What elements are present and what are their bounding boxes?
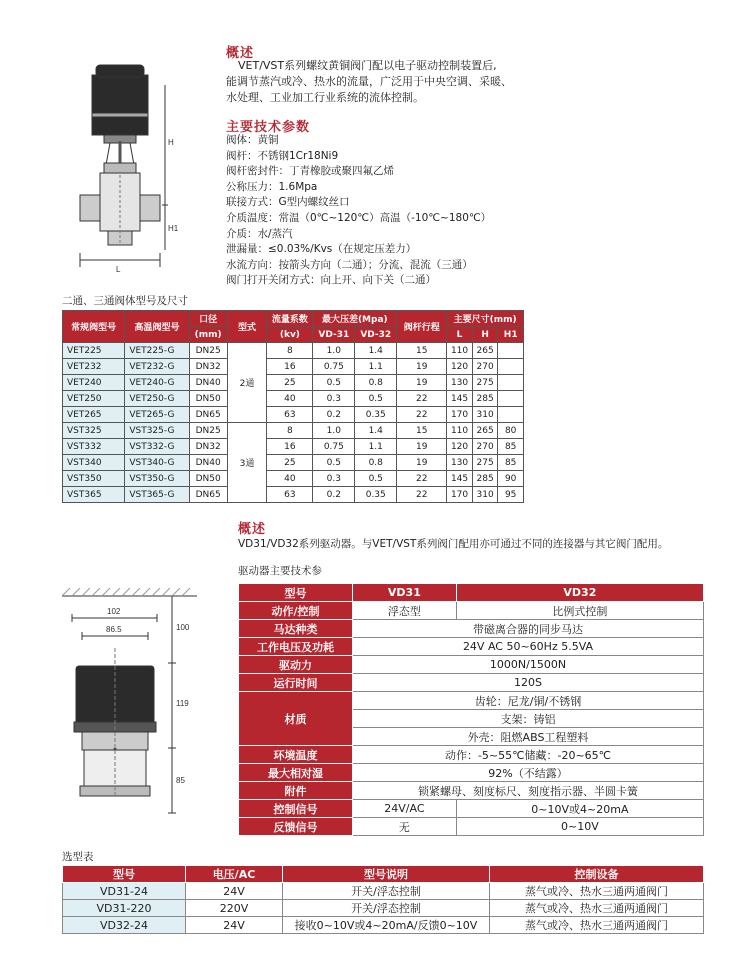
- selection-table-cell: 24V: [186, 883, 283, 900]
- valve-table-cell: 22: [397, 471, 447, 487]
- valve-table-cell: 90: [498, 471, 524, 487]
- valve-table: [62, 310, 524, 503]
- valve-table-cell: 1.1: [355, 439, 397, 455]
- t3-head: 电压/AC: [186, 866, 283, 883]
- col-L: L: [447, 327, 473, 343]
- t2-label: 控制信号: [239, 800, 353, 818]
- valve-table-cell: DN25: [189, 343, 227, 359]
- overview-title: 概述: [226, 46, 255, 61]
- actuator-drawing: [62, 588, 197, 820]
- t2-cell: 外壳：阻燃ABS工程塑料: [353, 728, 704, 746]
- overview-line: 水处理、工业加工行业系统的流体控制。: [226, 91, 424, 104]
- valve-table-cell: VET240-G: [125, 375, 189, 391]
- valve-table-row: [63, 391, 524, 407]
- valve-table-cell: 0.2: [313, 487, 355, 503]
- col-vd31: VD-31: [313, 327, 355, 343]
- valve-table-row: [63, 487, 524, 503]
- col-H1: H1: [498, 327, 524, 343]
- valve-table-cell: 0.8: [355, 375, 397, 391]
- t2-label: 动作/控制: [239, 602, 353, 620]
- selection-table-cell: 蒸气或冷、热水三通两通阀门: [490, 883, 704, 900]
- selection-table-caption: 选型表: [62, 851, 94, 863]
- t2-label: 马达种类: [239, 620, 353, 638]
- valve-table-cell: 0.75: [313, 439, 355, 455]
- valve-table-cell: VET225-G: [125, 343, 189, 359]
- valve-table-cell: 130: [447, 455, 473, 471]
- valve-table-cell: 16: [267, 359, 313, 375]
- t2-cell: 0~10V: [456, 818, 703, 836]
- valve-table-row: [63, 423, 524, 439]
- valve-table-cell: 1.4: [355, 343, 397, 359]
- actuator-overview-text: VD31/VD32系列驱动器。与VET/VST系列阀门配用亦可通过不同的连接器与其它阀门配用。: [238, 538, 669, 550]
- t2-cell: 支架：铸铝: [353, 710, 704, 728]
- selection-table-cell: 开关/浮态控制: [283, 900, 490, 917]
- valve-table-cell: [498, 359, 524, 375]
- valve-table-cell: VET240: [63, 375, 125, 391]
- valve-table-row: [63, 375, 524, 391]
- selection-table-row: [63, 900, 704, 917]
- t2-cell: 动作：-5~55℃储藏：-20~65℃: [353, 746, 704, 764]
- t2-head-model: 型号: [239, 584, 353, 602]
- valve-table-cell: 275: [472, 375, 498, 391]
- t3-head: 控制设备: [490, 866, 704, 883]
- selection-table-cell: 开关/浮态控制: [283, 883, 490, 900]
- valve-table-cell: 270: [472, 359, 498, 375]
- overview-line: 能调节蒸汽或冷、热水的流量，广泛用于中央空调、采暖、: [226, 75, 512, 88]
- col-dn-unit: (mm): [189, 327, 227, 343]
- actuator-spec-subtitle: 驱动器主要技术参: [238, 565, 322, 577]
- valve-table-cell: VST365: [63, 487, 125, 503]
- valve-table-row: [63, 407, 524, 423]
- dim-119: 119: [176, 699, 189, 708]
- t3-head: 型号说明: [283, 866, 490, 883]
- valve-table-cell: DN32: [189, 359, 227, 375]
- valve-table-cell: DN65: [189, 487, 227, 503]
- dim-l-label: L: [116, 265, 121, 274]
- t2-label: 反馈信号: [239, 818, 353, 836]
- valve-table-caption: 二通、三通阀体型号及尺寸: [62, 295, 188, 307]
- valve-table-cell: DN40: [189, 455, 227, 471]
- t2-cell: 带磁离合器的同步马达: [353, 620, 704, 638]
- valve-table-cell: DN50: [189, 391, 227, 407]
- valve-table-cell: 8: [267, 423, 313, 439]
- valve-table-cell: 0.3: [313, 391, 355, 407]
- spec-item: 阀体：黄铜: [226, 134, 279, 146]
- t2-label: 工作电压及功耗: [239, 638, 353, 656]
- valve-table-cell: DN25: [189, 423, 227, 439]
- valve-table-cell: 130: [447, 375, 473, 391]
- valve-table-cell: 25: [267, 375, 313, 391]
- valve-table-cell: 120: [447, 439, 473, 455]
- t2-label: 附件: [239, 782, 353, 800]
- spec-item: 介质：水/蒸汽: [226, 227, 293, 240]
- valve-table-cell: 22: [397, 407, 447, 423]
- valve-table-cell: VST340: [63, 455, 125, 471]
- t2-cell: 锁紧螺母、刻度标尺、刻度指示器、半圆卡簧: [353, 782, 704, 800]
- valve-table-cell: 19: [397, 359, 447, 375]
- col-normal: 常规阀型号: [63, 311, 125, 343]
- t2-label: 最大相对湿: [239, 764, 353, 782]
- valve-table-row: [63, 471, 524, 487]
- valve-table-cell: 15: [397, 343, 447, 359]
- selection-table-cell: 接收0~10V或4~20mA/反馈0~10V: [283, 917, 490, 934]
- spec-list: [226, 133, 491, 289]
- valve-table-cell: 120: [447, 359, 473, 375]
- valve-table-cell: 265: [472, 423, 498, 439]
- valve-table-cell: DN65: [189, 407, 227, 423]
- t2-cell: 24V/AC: [353, 800, 457, 818]
- t2-head-vd32: VD32: [456, 584, 703, 602]
- valve-table-cell: 1.4: [355, 423, 397, 439]
- valve-table-cell: VST340-G: [125, 455, 189, 471]
- dim-85: 85: [176, 776, 185, 785]
- valve-table-cell: 285: [472, 391, 498, 407]
- valve-table-cell: 63: [267, 407, 313, 423]
- t2-cell: 0~10V或4~20mA: [456, 800, 703, 818]
- valve-table-cell: 15: [397, 423, 447, 439]
- valve-table-cell: 110: [447, 423, 473, 439]
- valve-table-cell: 22: [397, 391, 447, 407]
- valve-table-cell: 0.5: [355, 471, 397, 487]
- col-stroke: 阀杆行程: [397, 311, 447, 343]
- valve-table-cell: 85: [498, 439, 524, 455]
- valve-table-cell: 0.3: [313, 471, 355, 487]
- valve-table-cell: VET232: [63, 359, 125, 375]
- t2-cell: 1000N/1500N: [353, 656, 704, 674]
- selection-table-cell: 蒸气或冷、热水三通两通阀门: [490, 900, 704, 917]
- valve-table-cell: 19: [397, 455, 447, 471]
- dim-h1-label: H1: [168, 224, 179, 233]
- dim-86-5: 86.5: [106, 625, 122, 634]
- dim-102: 102: [107, 607, 121, 616]
- selection-table-cell: 24V: [186, 917, 283, 934]
- col-dims: 主要尺寸(mm): [447, 311, 524, 327]
- selection-table-row: [63, 883, 704, 900]
- actuator-overview-title: 概述: [238, 522, 267, 537]
- valve-table-cell: 0.2: [313, 407, 355, 423]
- valve-table-row: [63, 359, 524, 375]
- valve-table-cell: DN32: [189, 439, 227, 455]
- valve-table-cell: 0.5: [313, 455, 355, 471]
- valve-table-cell: 170: [447, 487, 473, 503]
- valve-table-cell: 0.8: [355, 455, 397, 471]
- valve-table-row: [63, 439, 524, 455]
- spec-item: 公称压力：1.6Mpa: [226, 180, 318, 193]
- spec-item: 泄漏量：≤0.03%/Kvs（在规定压差力）: [226, 243, 417, 256]
- t2-cell: 比例式控制: [456, 602, 703, 620]
- valve-table-cell: 285: [472, 471, 498, 487]
- col-H: H: [472, 327, 498, 343]
- t2-cell: 24V AC 50~60Hz 5.5VA: [353, 638, 704, 656]
- valve-table-cell: [498, 375, 524, 391]
- valve-table-cell: VST350-G: [125, 471, 189, 487]
- valve-table-cell: VET265-G: [125, 407, 189, 423]
- valve-table-cell: 1.0: [313, 423, 355, 439]
- valve-table-cell: 0.75: [313, 359, 355, 375]
- t2-cell: 120S: [353, 674, 704, 692]
- valve-table-cell: VST365-G: [125, 487, 189, 503]
- valve-table-cell: 310: [472, 407, 498, 423]
- valve-table-cell: 40: [267, 471, 313, 487]
- valve-table-cell: VET232-G: [125, 359, 189, 375]
- valve-table-cell: VST350: [63, 471, 125, 487]
- overview-line: VET/VST系列螺纹黄铜阀门配以电子驱动控制装置后,: [238, 59, 497, 72]
- valve-table-cell: [498, 343, 524, 359]
- valve-table-cell: 40: [267, 391, 313, 407]
- dim-h-label: H: [168, 138, 174, 147]
- valve-table-cell: 145: [447, 471, 473, 487]
- valve-table-cell: VST325-G: [125, 423, 189, 439]
- valve-table-cell: 275: [472, 455, 498, 471]
- valve-table-cell: [498, 407, 524, 423]
- valve-table-cell: 0.5: [313, 375, 355, 391]
- t2-cell: 浮态型: [353, 602, 457, 620]
- valve-table-cell: 1.0: [313, 343, 355, 359]
- col-hightemp: 高温阀型号: [125, 311, 189, 343]
- valve-table-cell: VET265: [63, 407, 125, 423]
- valve-drawing: [70, 55, 185, 280]
- t2-cell: 92%（不结露）: [353, 764, 704, 782]
- valve-table-cell: DN40: [189, 375, 227, 391]
- selection-table-cell: 220V: [186, 900, 283, 917]
- valve-table-cell: VST332: [63, 439, 125, 455]
- valve-type-cell: 3通: [227, 423, 267, 503]
- valve-table-cell: 85: [498, 455, 524, 471]
- col-type: 型式: [227, 311, 267, 343]
- valve-table-cell: 0.5: [355, 391, 397, 407]
- valve-table-cell: VET250-G: [125, 391, 189, 407]
- valve-table-cell: VET250: [63, 391, 125, 407]
- t2-label: 驱动力: [239, 656, 353, 674]
- overview-text: [226, 58, 546, 106]
- t2-head-vd31: VD31: [353, 584, 457, 602]
- valve-table-cell: [498, 391, 524, 407]
- spec-item: 介质温度：常温（0℃~120℃）高温（-10℃~180℃）: [226, 211, 492, 224]
- selection-table-cell: VD31-24: [63, 883, 186, 900]
- valve-table-cell: 19: [397, 375, 447, 391]
- valve-table-row: [63, 455, 524, 471]
- valve-table-cell: 270: [472, 439, 498, 455]
- t2-label: 环境温度: [239, 746, 353, 764]
- selection-table-cell: 蒸气或冷、热水三通两通阀门: [490, 917, 704, 934]
- t2-cell: 无: [353, 818, 457, 836]
- valve-table-cell: 80: [498, 423, 524, 439]
- valve-type-cell: 2通: [227, 343, 267, 423]
- valve-table-cell: 0.35: [355, 407, 397, 423]
- actuator-spec-table: [238, 583, 704, 836]
- valve-table-cell: 0.35: [355, 487, 397, 503]
- valve-table-cell: 19: [397, 439, 447, 455]
- spec-item: 阀门打开关闭方式：向上开、向下关（二通）: [226, 274, 436, 287]
- valve-table-cell: 110: [447, 343, 473, 359]
- selection-table-row: [63, 917, 704, 934]
- valve-table-cell: 25: [267, 455, 313, 471]
- t2-label: 材质: [239, 692, 353, 746]
- valve-table-cell: 265: [472, 343, 498, 359]
- valve-table-cell: 170: [447, 407, 473, 423]
- selection-table-cell: VD32-24: [63, 917, 186, 934]
- valve-table-cell: DN50: [189, 471, 227, 487]
- valve-table-cell: 145: [447, 391, 473, 407]
- col-dn: 口径: [189, 311, 227, 327]
- valve-table-cell: 16: [267, 439, 313, 455]
- dim-100: 100: [176, 623, 190, 632]
- valve-table-cell: 8: [267, 343, 313, 359]
- t2-label: 运行时间: [239, 674, 353, 692]
- t2-cell: 齿轮：尼龙/铜/不锈钢: [353, 692, 704, 710]
- valve-table-cell: 1.1: [355, 359, 397, 375]
- spec-title: 主要技术参数: [226, 120, 311, 135]
- valve-table-cell: 22: [397, 487, 447, 503]
- valve-table-cell: 63: [267, 487, 313, 503]
- valve-table-cell: 310: [472, 487, 498, 503]
- t3-head: 型号: [63, 866, 186, 883]
- col-kv: 流量系数: [267, 311, 313, 327]
- valve-table-cell: VST332-G: [125, 439, 189, 455]
- col-vd32: VD-32: [355, 327, 397, 343]
- selection-table: [62, 865, 704, 934]
- valve-table-cell: VET225: [63, 343, 125, 359]
- valve-table-row: [63, 343, 524, 359]
- spec-item: 水流方向：按箭头方向（二通）；分流、混流（三通）: [226, 258, 473, 271]
- col-kv-unit: (kv): [267, 327, 313, 343]
- col-pmax: 最大压差(Mpa): [313, 311, 397, 327]
- spec-item: 联接方式：G型内螺纹丝口: [226, 196, 350, 209]
- valve-table-cell: VST325: [63, 423, 125, 439]
- spec-item: 阀杆：不锈钢1Cr18Ni9: [226, 149, 339, 162]
- selection-table-cell: VD31-220: [63, 900, 186, 917]
- valve-table-cell: 95: [498, 487, 524, 503]
- spec-item: 阀杆密封件：丁青橡胶或聚四氟乙烯: [226, 165, 394, 178]
